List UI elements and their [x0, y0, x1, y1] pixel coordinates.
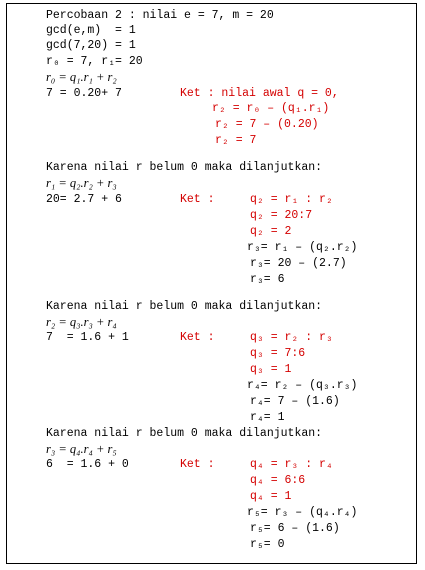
remainder-line: r₃= r₁ – (q₂.r₂)	[247, 241, 358, 254]
ket-label-0: Ket : nilai awal q = 0,	[180, 87, 339, 100]
gcd-line-2: gcd(7,20) = 1	[46, 39, 136, 52]
ket-label: Ket :	[180, 331, 215, 344]
ket-label: Ket :	[180, 458, 215, 471]
quotient-line: q₂ = 20:7	[250, 209, 313, 222]
quotient-line: q₃ = 7:6	[250, 347, 306, 360]
remainder-line: r₃= 6	[250, 273, 285, 286]
quotient-line: q₃ = r₂ : r₃	[250, 331, 333, 344]
ket-line: r₂ = r₀ – (q₁.r₁)	[212, 102, 330, 115]
step-equation: 20= 2.7 + 6	[46, 193, 122, 206]
remainder-line: r₅= 6 – (1.6)	[250, 522, 340, 535]
gcd-line-1: gcd(e,m) = 1	[46, 24, 136, 37]
remainder-line: r₅= 0	[250, 538, 285, 551]
ket-line: r₂ = 7	[215, 134, 257, 147]
step-heading: Karena nilai r belum 0 maka dilanjutkan:	[46, 427, 323, 440]
initial-values: r₀ = 7, r₁= 20	[46, 55, 143, 68]
formula-0: r₀ = q₁.r₁ + r₂	[46, 70, 117, 84]
step-formula: r₃ = q₄.r₄ + r₅	[46, 442, 117, 456]
quotient-line: q₂ = r₁ : r₂	[250, 193, 333, 206]
remainder-line: r₄= r₂ – (q₃.r₃)	[247, 379, 358, 392]
ket-line: r₂ = 7 – (0.20)	[215, 118, 319, 131]
step-formula: r₁ = q₂.r₂ + r₃	[46, 176, 117, 190]
step-equation: 6 = 1.6 + 0	[46, 458, 129, 471]
remainder-line: r₃= 20 – (2.7)	[250, 257, 347, 270]
quotient-line: q₂ = 2	[250, 225, 292, 238]
quotient-line: q₄ = 1	[250, 490, 292, 503]
step-equation: 7 = 1.6 + 1	[46, 331, 129, 344]
remainder-line: r₄= 1	[250, 411, 285, 424]
ket-label: Ket :	[180, 193, 215, 206]
step-formula: r₂ = q₃.r₃ + r₄	[46, 315, 117, 329]
remainder-line: r₄= 7 – (1.6)	[250, 395, 340, 408]
quotient-line: q₃ = 1	[250, 363, 292, 376]
step-heading: Karena nilai r belum 0 maka dilanjutkan:	[46, 161, 323, 174]
experiment-title: Percobaan 2 : nilai e = 7, m = 20	[46, 9, 274, 22]
quotient-line: q₄ = 6:6	[250, 474, 306, 487]
equation-0: 7 = 0.20+ 7	[46, 87, 122, 100]
quotient-line: q₄ = r₃ : r₄	[250, 458, 333, 471]
remainder-line: r₅= r₃ – (q₄.r₄)	[247, 506, 358, 519]
step-heading: Karena nilai r belum 0 maka dilanjutkan:	[46, 300, 323, 313]
